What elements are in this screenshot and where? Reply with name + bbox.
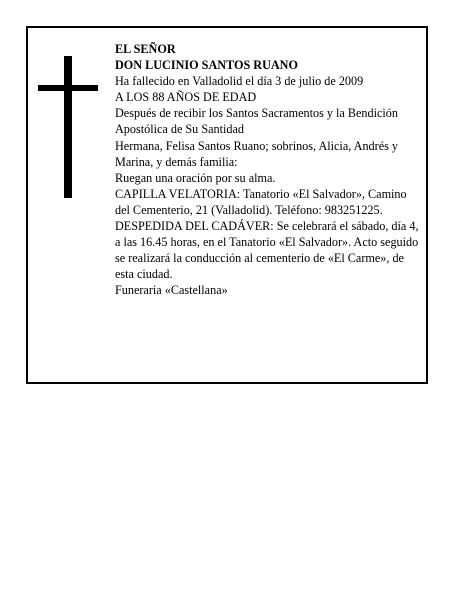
notice-title: EL SEÑOR: [115, 42, 176, 56]
death-statement: Ha fallecido en Valladolid el día 3 de julio de 2009: [115, 74, 364, 89]
obituary-text: [115, 41, 420, 299]
cross-vertical-bar: [64, 56, 72, 198]
obituary-notice: [26, 26, 428, 384]
funeral-home: Funeraria «Castellana»: [115, 283, 228, 298]
family-list: Hermana, Felisa Santos Ruano; sobrinos, Alicia, Andrés y Marina, y demás familia:: [115, 138, 398, 169]
cross-icon: [38, 56, 98, 198]
age-statement: A LOS 88 AÑOS DE EDAD: [115, 90, 257, 105]
chapel-info: CAPILLA VELATORIA: Tanatorio «El Salvador», Camino del Cementerio, 21 (Valladolid). Teléfono: 983251225.: [115, 186, 407, 217]
sacraments-statement: Después de recibir los Santos Sacramentos y la Bendición Apostólica de Su Santidad: [115, 106, 398, 137]
prayer-request: Ruegan una oración por su alma.: [115, 170, 276, 185]
cross-horizontal-bar: [38, 85, 98, 91]
deceased-name: DON LUCINIO SANTOS RUANO: [115, 58, 298, 73]
farewell-info: DESPEDIDA DEL CADÁVER: Se celebrará el sábado, día 4, a las 16.45 horas, en el Tanatorio «El Salvador». Acto seguido se realizará la conducción al cementerio de «El Carme», de esta ciudad.: [115, 219, 419, 282]
